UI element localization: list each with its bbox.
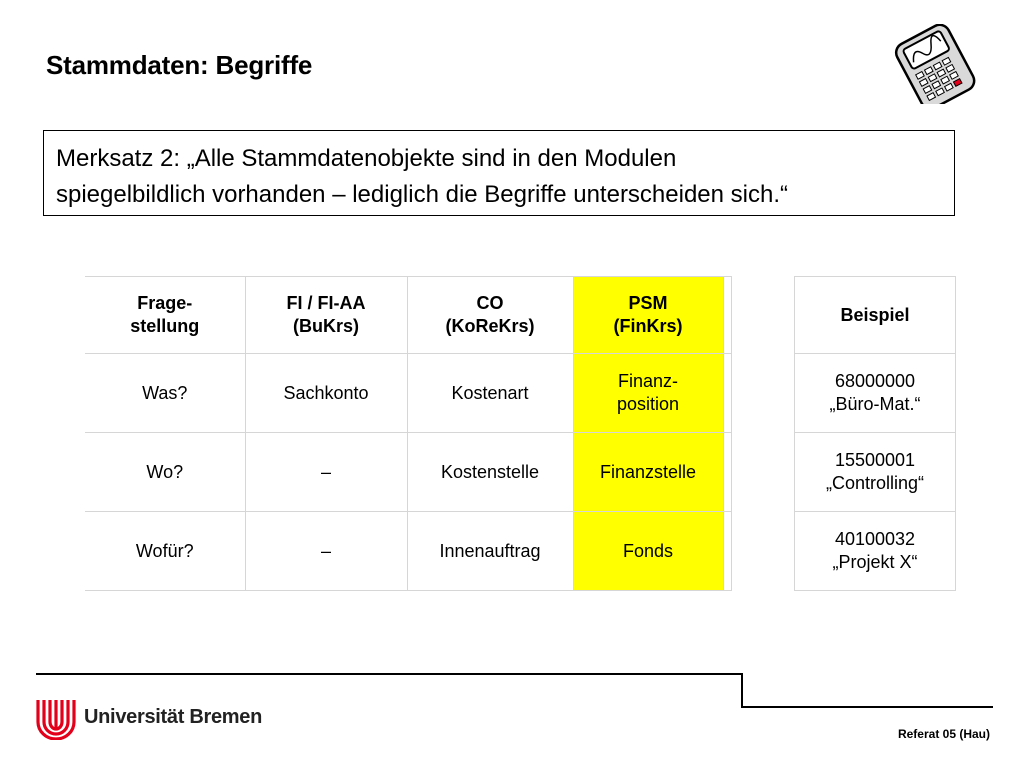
table-row <box>795 354 956 433</box>
table-gap <box>723 277 731 354</box>
cell-frage: Wofür? <box>85 512 245 591</box>
beispiel-cell: 15500001 „Controlling“ <box>795 433 956 512</box>
table-header-row <box>85 277 731 354</box>
beispiel-table <box>794 276 956 591</box>
table-row <box>85 354 731 433</box>
cell-co: Innenauftrag <box>407 512 573 591</box>
cell-psm: Finanzstelle <box>573 433 723 512</box>
footer-divider <box>36 673 743 675</box>
header-fi: FI / FI-AA (BuKrs) <box>245 277 407 354</box>
cell-co: Kostenstelle <box>407 433 573 512</box>
footer-divider-right <box>741 706 993 708</box>
cell-psm: Finanz- position <box>573 354 723 433</box>
header-fragestellung: Frage- stellung <box>85 277 245 354</box>
merksatz-box <box>43 130 955 216</box>
footer-divider-step <box>741 673 743 708</box>
beispiel-cell: 40100032 „Projekt X“ <box>795 512 956 591</box>
cell-fi: Sachkonto <box>245 354 407 433</box>
cell-frage: Wo? <box>85 433 245 512</box>
table-row <box>85 433 731 512</box>
cell-fi: – <box>245 512 407 591</box>
header-co: CO (KoReKrs) <box>407 277 573 354</box>
cell-fi: – <box>245 433 407 512</box>
header-psm: PSM (FinKrs) <box>573 277 723 354</box>
table-row <box>795 433 956 512</box>
merksatz-line-2: spiegelbildlich vorhanden – lediglich die Begriffe unterscheiden sich.“ <box>56 181 789 208</box>
cell-co: Kostenart <box>407 354 573 433</box>
table-row <box>85 512 731 591</box>
table-gap <box>723 512 731 591</box>
cell-psm: Fonds <box>573 512 723 591</box>
table-gap <box>723 354 731 433</box>
beispiel-header-row <box>795 277 956 354</box>
table-row <box>795 512 956 591</box>
calculator-icon <box>893 24 979 104</box>
merksatz-line-1: Merksatz 2: „Alle Stammdatenobjekte sind in den Modulen <box>56 145 677 172</box>
header-beispiel: Beispiel <box>795 277 956 354</box>
table-gap <box>723 433 731 512</box>
terms-table <box>85 276 732 591</box>
university-logo-icon <box>34 698 78 740</box>
university-name: Universität Bremen <box>84 706 262 728</box>
page-title: Stammdaten: Begriffe <box>46 50 313 80</box>
beispiel-cell: 68000000 „Büro-Mat.“ <box>795 354 956 433</box>
footer-reference: Referat 05 (Hau) <box>897 727 990 741</box>
cell-frage: Was? <box>85 354 245 433</box>
